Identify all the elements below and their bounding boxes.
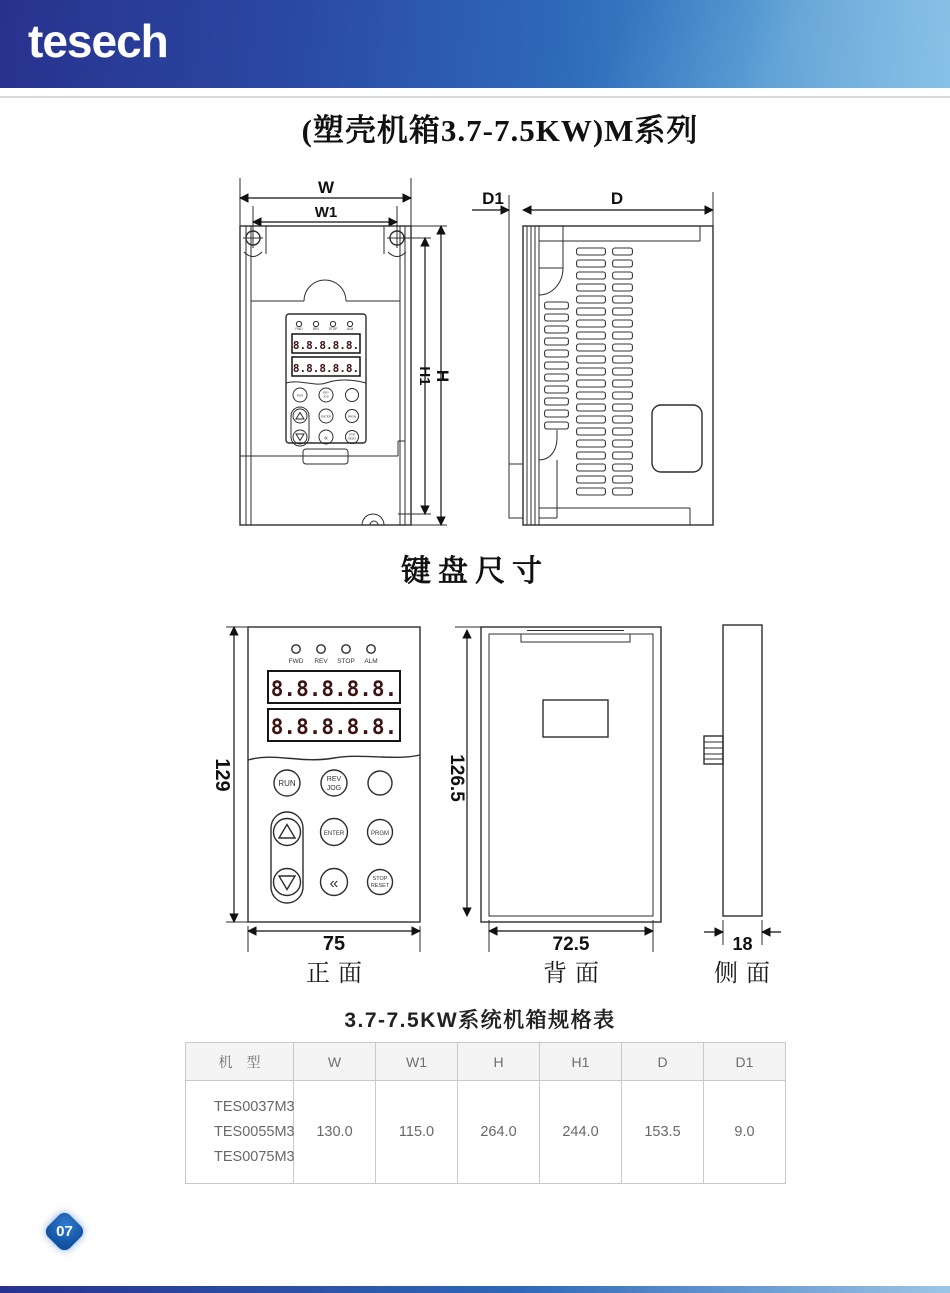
mini-stop-label: STOP <box>348 433 356 437</box>
page-number-badge <box>43 1210 87 1254</box>
spec-table-row <box>186 1081 786 1184</box>
mini-led-stop: STOP <box>328 327 338 331</box>
model-name-1: TES0037M3 <box>214 1098 295 1115</box>
header-divider <box>0 96 950 98</box>
col-header-h: H <box>458 1043 540 1081</box>
dim-label-126-5: 126.5 <box>446 754 467 802</box>
mini-led-alm: ALM <box>346 327 354 331</box>
mini-shift-label: « <box>324 435 328 442</box>
mini-reset-label: RESET <box>348 437 356 441</box>
chassis-front-view <box>240 178 452 525</box>
cell-h: 264.0 <box>458 1081 540 1184</box>
dim-label-h: H <box>433 369 452 383</box>
page-number: 07 <box>56 1223 73 1240</box>
seven-segment-display-2: 8.8.8.8.8. <box>270 715 398 739</box>
cell-d: 153.5 <box>622 1081 704 1184</box>
knob-circle <box>368 771 392 795</box>
mini-run-button-label: RUN <box>296 393 304 398</box>
spec-table-title: 3.7-7.5KW系统机箱规格表 <box>344 1009 616 1032</box>
dim-label-72-5: 72.5 <box>552 934 590 955</box>
cell-w: 130.0 <box>294 1081 376 1184</box>
cell-w1: 115.0 <box>376 1081 458 1184</box>
spec-table-header-row <box>186 1043 786 1081</box>
down-arrow-icon <box>279 876 295 890</box>
col-header-w: W <box>294 1043 376 1081</box>
led-label-fwd: FWD <box>288 658 304 665</box>
dim-label-129: 129 <box>211 758 233 792</box>
col-header-h1: H1 <box>540 1043 622 1081</box>
reset-button-label: RESET <box>370 883 390 889</box>
keypad-front-view <box>211 627 420 987</box>
cell-d1: 9.0 <box>704 1081 786 1184</box>
dim-label-d: D <box>610 189 624 208</box>
mounting-clip <box>704 736 723 764</box>
keypad-section-title: 键盘尺寸 <box>401 555 549 588</box>
led-label-alm: ALM <box>364 658 378 665</box>
dim-label-w1: W1 <box>314 204 338 221</box>
col-header-d: D <box>622 1043 704 1081</box>
prgm-button-label: PRGM <box>371 831 389 837</box>
keypad-dimension-drawing <box>200 615 800 990</box>
stop-button-label: STOP <box>372 876 388 882</box>
mini-enter-label: ENTER <box>321 414 331 419</box>
header-bar <box>0 0 950 88</box>
mini-led-rev: REV <box>312 327 320 331</box>
led-label-rev: REV <box>314 658 328 665</box>
brand-logo: tesech <box>28 15 168 67</box>
footer-bar <box>0 1286 950 1293</box>
up-button <box>274 819 301 846</box>
col-header-model: 机 型 <box>186 1043 294 1081</box>
mini-prgm-label: PRGM <box>347 414 357 419</box>
chassis-dimension-drawing <box>170 168 790 540</box>
enter-button-label: ENTER <box>323 831 345 837</box>
mini-jog-label: JOG <box>323 394 329 399</box>
dim-label-w: W <box>317 178 335 197</box>
mini-rev-label: REV <box>323 390 329 395</box>
model-name-2: TES0055M3 <box>214 1123 295 1140</box>
cell-model-list <box>186 1081 294 1184</box>
dim-label-18: 18 <box>732 934 753 954</box>
cell-h1: 244.0 <box>540 1081 622 1184</box>
front-view-label: 正面 <box>306 960 370 987</box>
col-header-w1: W1 <box>376 1043 458 1081</box>
dim-label-h1: H1 <box>416 366 433 386</box>
mini-display-2: 8.8.8.8.8. <box>292 362 360 375</box>
mini-display-1: 8.8.8.8.8. <box>292 339 360 352</box>
run-button-label: RUN <box>278 779 296 788</box>
chassis-side-view <box>472 189 713 525</box>
down-button <box>274 869 301 896</box>
header-gradient-streak <box>602 0 950 88</box>
dim-label-75: 75 <box>322 933 346 955</box>
spec-table <box>185 1042 786 1184</box>
side-view-label: 侧面 <box>714 960 778 987</box>
back-view-label: 背面 <box>543 960 607 987</box>
up-arrow-icon <box>279 825 295 839</box>
keypad-back-view <box>446 627 661 987</box>
model-name-3: TES0075M3 <box>214 1148 295 1165</box>
keypad-side-view <box>704 625 781 987</box>
seven-segment-display-1: 8.8.8.8.8. <box>270 677 398 701</box>
shift-button-label: « <box>329 875 339 892</box>
page-title: (塑壳机箱3.7-7.5KW)M系列 <box>301 113 699 148</box>
mini-led-fwd: FWD <box>295 327 303 331</box>
rev-button-label: REV <box>326 776 342 783</box>
col-header-d1: D1 <box>704 1043 786 1081</box>
led-label-stop: STOP <box>337 658 355 665</box>
dim-label-d1: D1 <box>482 189 504 208</box>
jog-button-label: JOG <box>326 785 342 792</box>
